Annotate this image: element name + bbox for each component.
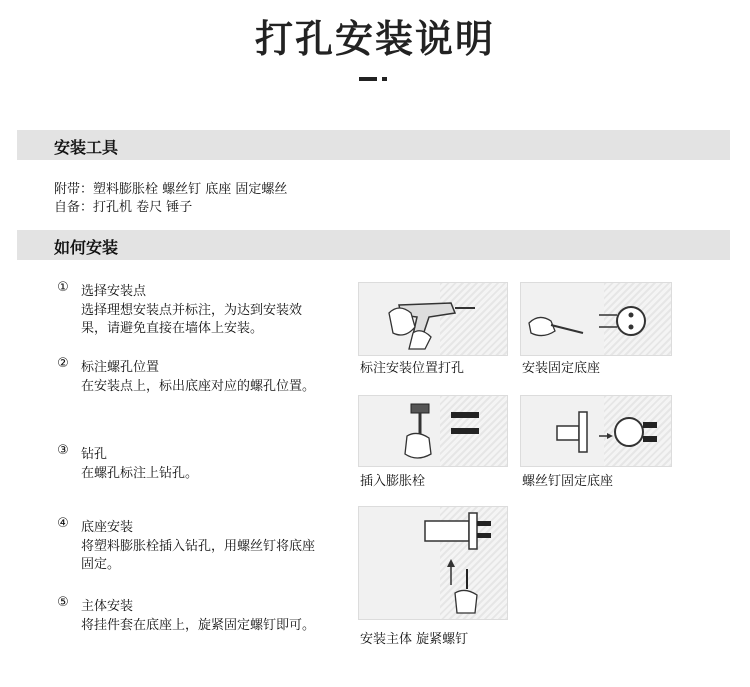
figure-anchor-illustration bbox=[358, 395, 508, 467]
figure-base-illustration bbox=[520, 282, 672, 356]
step-number: ④ bbox=[57, 516, 69, 531]
figure-screw-base-illustration bbox=[520, 395, 672, 467]
step-description: 在螺孔标注上钻孔。 bbox=[81, 466, 199, 481]
main-body-icon bbox=[359, 507, 507, 619]
step-number: ① bbox=[57, 280, 69, 295]
step-description: 选择理想安装点并标注，为达到安装效果，请避免直接在墙体上安装。 bbox=[81, 303, 303, 336]
title-underline bbox=[359, 77, 377, 81]
step-number: ⑤ bbox=[57, 595, 69, 610]
step-title: 选择安装点 bbox=[81, 284, 147, 299]
step-2 bbox=[54, 356, 324, 416]
step-1 bbox=[54, 280, 324, 340]
step-description: 在安装点上，标出底座对应的螺孔位置。 bbox=[81, 379, 316, 394]
drill-icon bbox=[359, 283, 507, 355]
step-title: 底座安装 bbox=[81, 520, 134, 535]
figure-caption: 插入膨胀栓 bbox=[360, 474, 426, 489]
figure-caption: 标注安装位置打孔 bbox=[360, 361, 465, 376]
install-section-title: 如何安装 bbox=[54, 238, 119, 257]
step-4 bbox=[54, 516, 324, 576]
step-description: 将塑料膨胀栓插入钻孔，用螺丝钉将底座固定。 bbox=[81, 539, 316, 572]
figure-main-body-illustration bbox=[358, 506, 508, 620]
install-section-header bbox=[17, 230, 730, 260]
figure-caption: 安装主体 旋紧螺钉 bbox=[360, 632, 469, 647]
figure-caption: 安装固定底座 bbox=[522, 361, 601, 376]
step-title: 钻孔 bbox=[81, 447, 108, 462]
screwdriver-icon bbox=[521, 283, 671, 355]
step-5 bbox=[54, 595, 324, 655]
step-number: ② bbox=[57, 356, 69, 371]
self-prepared-tools: 自备：打孔机 卷尺 锤子 bbox=[54, 200, 193, 215]
base-screw-icon bbox=[521, 396, 671, 466]
figure-caption: 螺丝钉固定底座 bbox=[522, 474, 614, 489]
title-underline-dot bbox=[382, 77, 387, 81]
page-title: 打孔安装说明 bbox=[254, 17, 495, 61]
included-tools: 附带：塑料膨胀栓 螺丝钉 底座 固定螺丝 bbox=[54, 182, 288, 197]
step-title: 主体安装 bbox=[81, 599, 134, 614]
tools-section-header bbox=[17, 130, 730, 160]
figure-drill-illustration bbox=[358, 282, 508, 356]
step-3 bbox=[54, 443, 324, 488]
step-title: 标注螺孔位置 bbox=[81, 360, 160, 375]
step-description: 将挂件套在底座上，旋紧固定螺钉即可。 bbox=[81, 618, 316, 633]
tools-section-title: 安装工具 bbox=[54, 138, 119, 157]
step-number: ③ bbox=[57, 443, 69, 458]
hammer-icon bbox=[359, 396, 507, 466]
